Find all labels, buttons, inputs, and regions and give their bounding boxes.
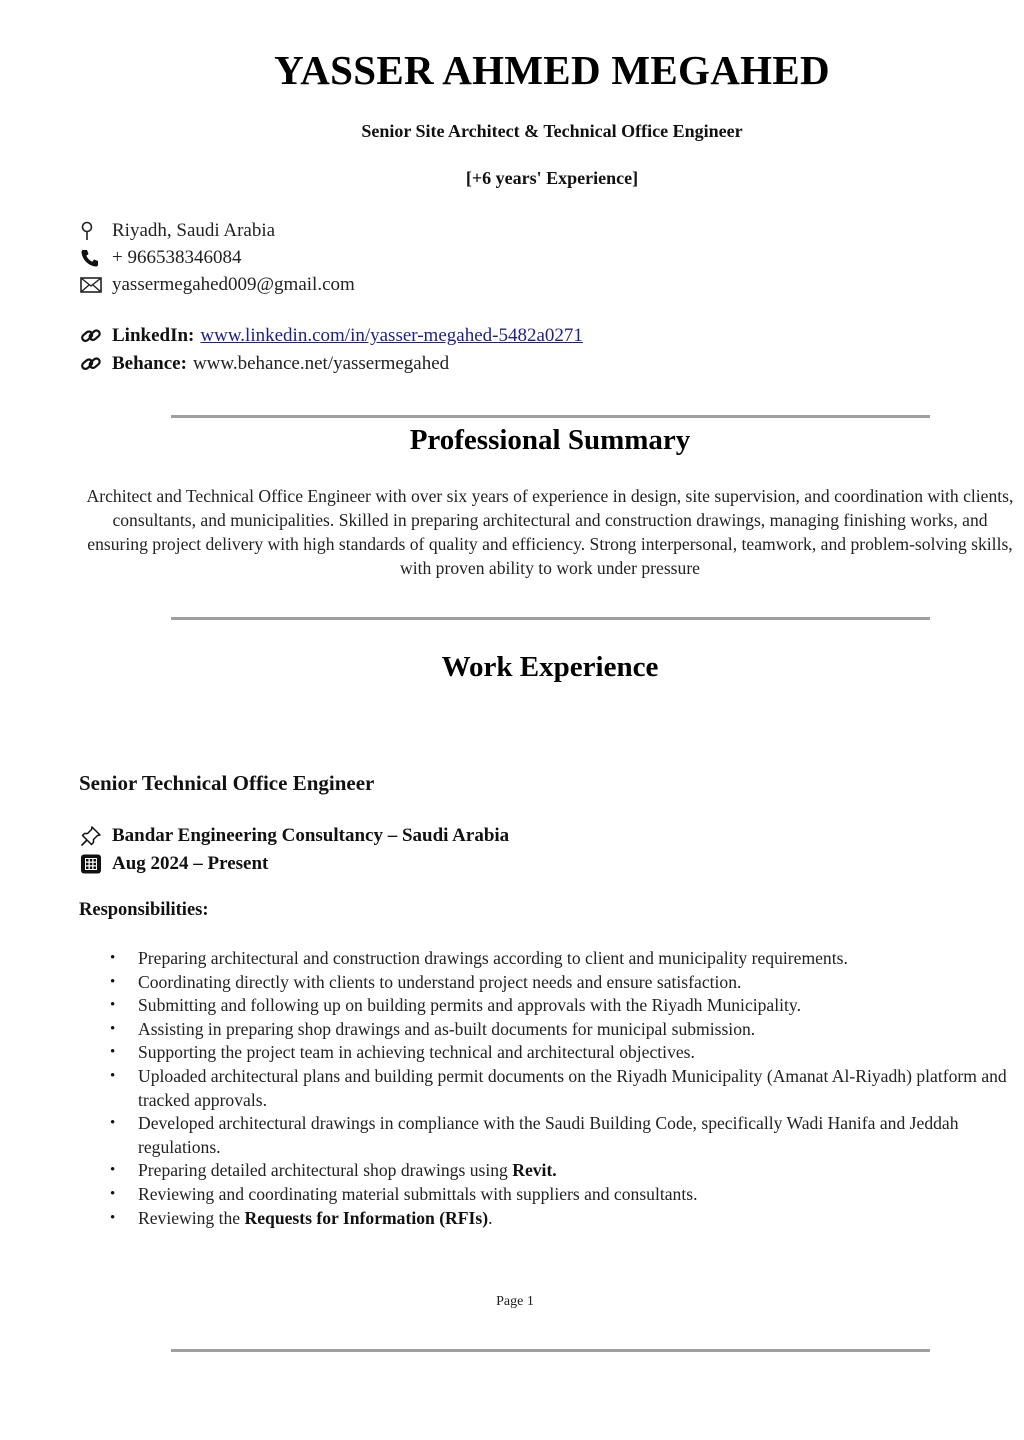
- contact-phone: [80, 245, 241, 271]
- linkedin-label: LinkedIn:: [112, 325, 195, 346]
- list-item: • Supporting the project team in achieving technical and architectural objectives.: [105, 1041, 1010, 1065]
- email-text[interactable]: yassermegahed009@gmail.com: [112, 274, 355, 295]
- section-divider: [171, 617, 930, 620]
- list-item: • Uploaded architectural plans and building permit documents on the Riyadh Municipality (Amanat Al-Riyadh) platform and tracked approvals.: [105, 1065, 1010, 1112]
- pushpin-icon: [80, 825, 104, 847]
- summary-text: Architect and Technical Office Engineer with over six years of experience in design, site supervision, and coordination with clients, consultants, and municipalities. Skilled in preparing architectural and construction drawings, managing finishing works, and ensuring project delivery with high standards of quality and efficiency. Strong interpersonal, teamwork, and problem-solving skills, with proven ability to work under pressure: [86, 486, 1014, 578]
- phone-icon: [80, 247, 104, 269]
- list-item: • Reviewing the Requests for Information (RFIs).: [105, 1207, 1010, 1231]
- map-pin-icon: [80, 220, 104, 242]
- responsibilities-list: [105, 947, 1010, 1230]
- job-title: Senior Technical Office Engineer: [79, 771, 375, 795]
- list-item: • Reviewing and coordinating material submittals with suppliers and consultants.: [105, 1183, 1010, 1207]
- behance-label: Behance:: [112, 353, 187, 374]
- chain-link-icon: [80, 353, 104, 375]
- emphasis: Requests for Information (RFIs): [244, 1207, 489, 1228]
- dates-text: Aug 2024 – Present: [112, 853, 269, 874]
- list-item: • Developed architectural drawings in compliance with the Saudi Building Code, specifically Wadi Hanifa and Jeddah regulations.: [105, 1112, 1010, 1159]
- linkedin-row: [80, 323, 583, 349]
- linkedin-link[interactable]: www.linkedin.com/in/yasser-megahed-5482a0271: [200, 325, 583, 346]
- contact-location: [80, 218, 275, 244]
- responsibilities-label: Responsibilities:: [79, 900, 209, 920]
- chain-link-icon: [80, 325, 104, 347]
- job-dates-row: [80, 851, 268, 877]
- location-text: Riyadh, Saudi Arabia: [112, 220, 276, 241]
- list-item: • Preparing architectural and construction drawings according to client and municipality requirements.: [105, 947, 1010, 971]
- emphasis: Revit.: [512, 1160, 557, 1181]
- list-item: • Submitting and following up on building permits and approvals with the Riyadh Municipality.: [105, 994, 1010, 1018]
- section-divider: [171, 415, 930, 418]
- list-item: • Coordinating directly with clients to understand project needs and ensure satisfaction.: [105, 971, 1010, 995]
- experience-heading: Work Experience: [441, 651, 659, 683]
- candidate-name: YASSER AHMED MEGAHED: [274, 47, 830, 93]
- job-headline: Senior Site Architect & Technical Office Engineer: [361, 121, 743, 141]
- page-divider: [171, 1349, 930, 1352]
- experience-years: [+6 years' Experience]: [465, 168, 639, 188]
- envelope-icon: [80, 274, 104, 296]
- job-company-row: [80, 823, 509, 849]
- contact-email: [80, 272, 355, 298]
- company-text: Bandar Engineering Consultancy – Saudi Arabia: [112, 825, 510, 846]
- summary-heading: Professional Summary: [409, 424, 691, 456]
- page-number: Page 1: [496, 1294, 534, 1309]
- list-item: • Assisting in preparing shop drawings and as-built documents for municipal submission.: [105, 1018, 1010, 1042]
- phone-text: + 966538346084: [112, 247, 242, 268]
- calendar-icon: [80, 853, 104, 875]
- list-item: • Preparing detailed architectural shop drawings using Revit.: [105, 1159, 1010, 1183]
- behance-row: [80, 351, 449, 377]
- behance-link[interactable]: www.behance.net/yassermegahed: [192, 353, 450, 374]
